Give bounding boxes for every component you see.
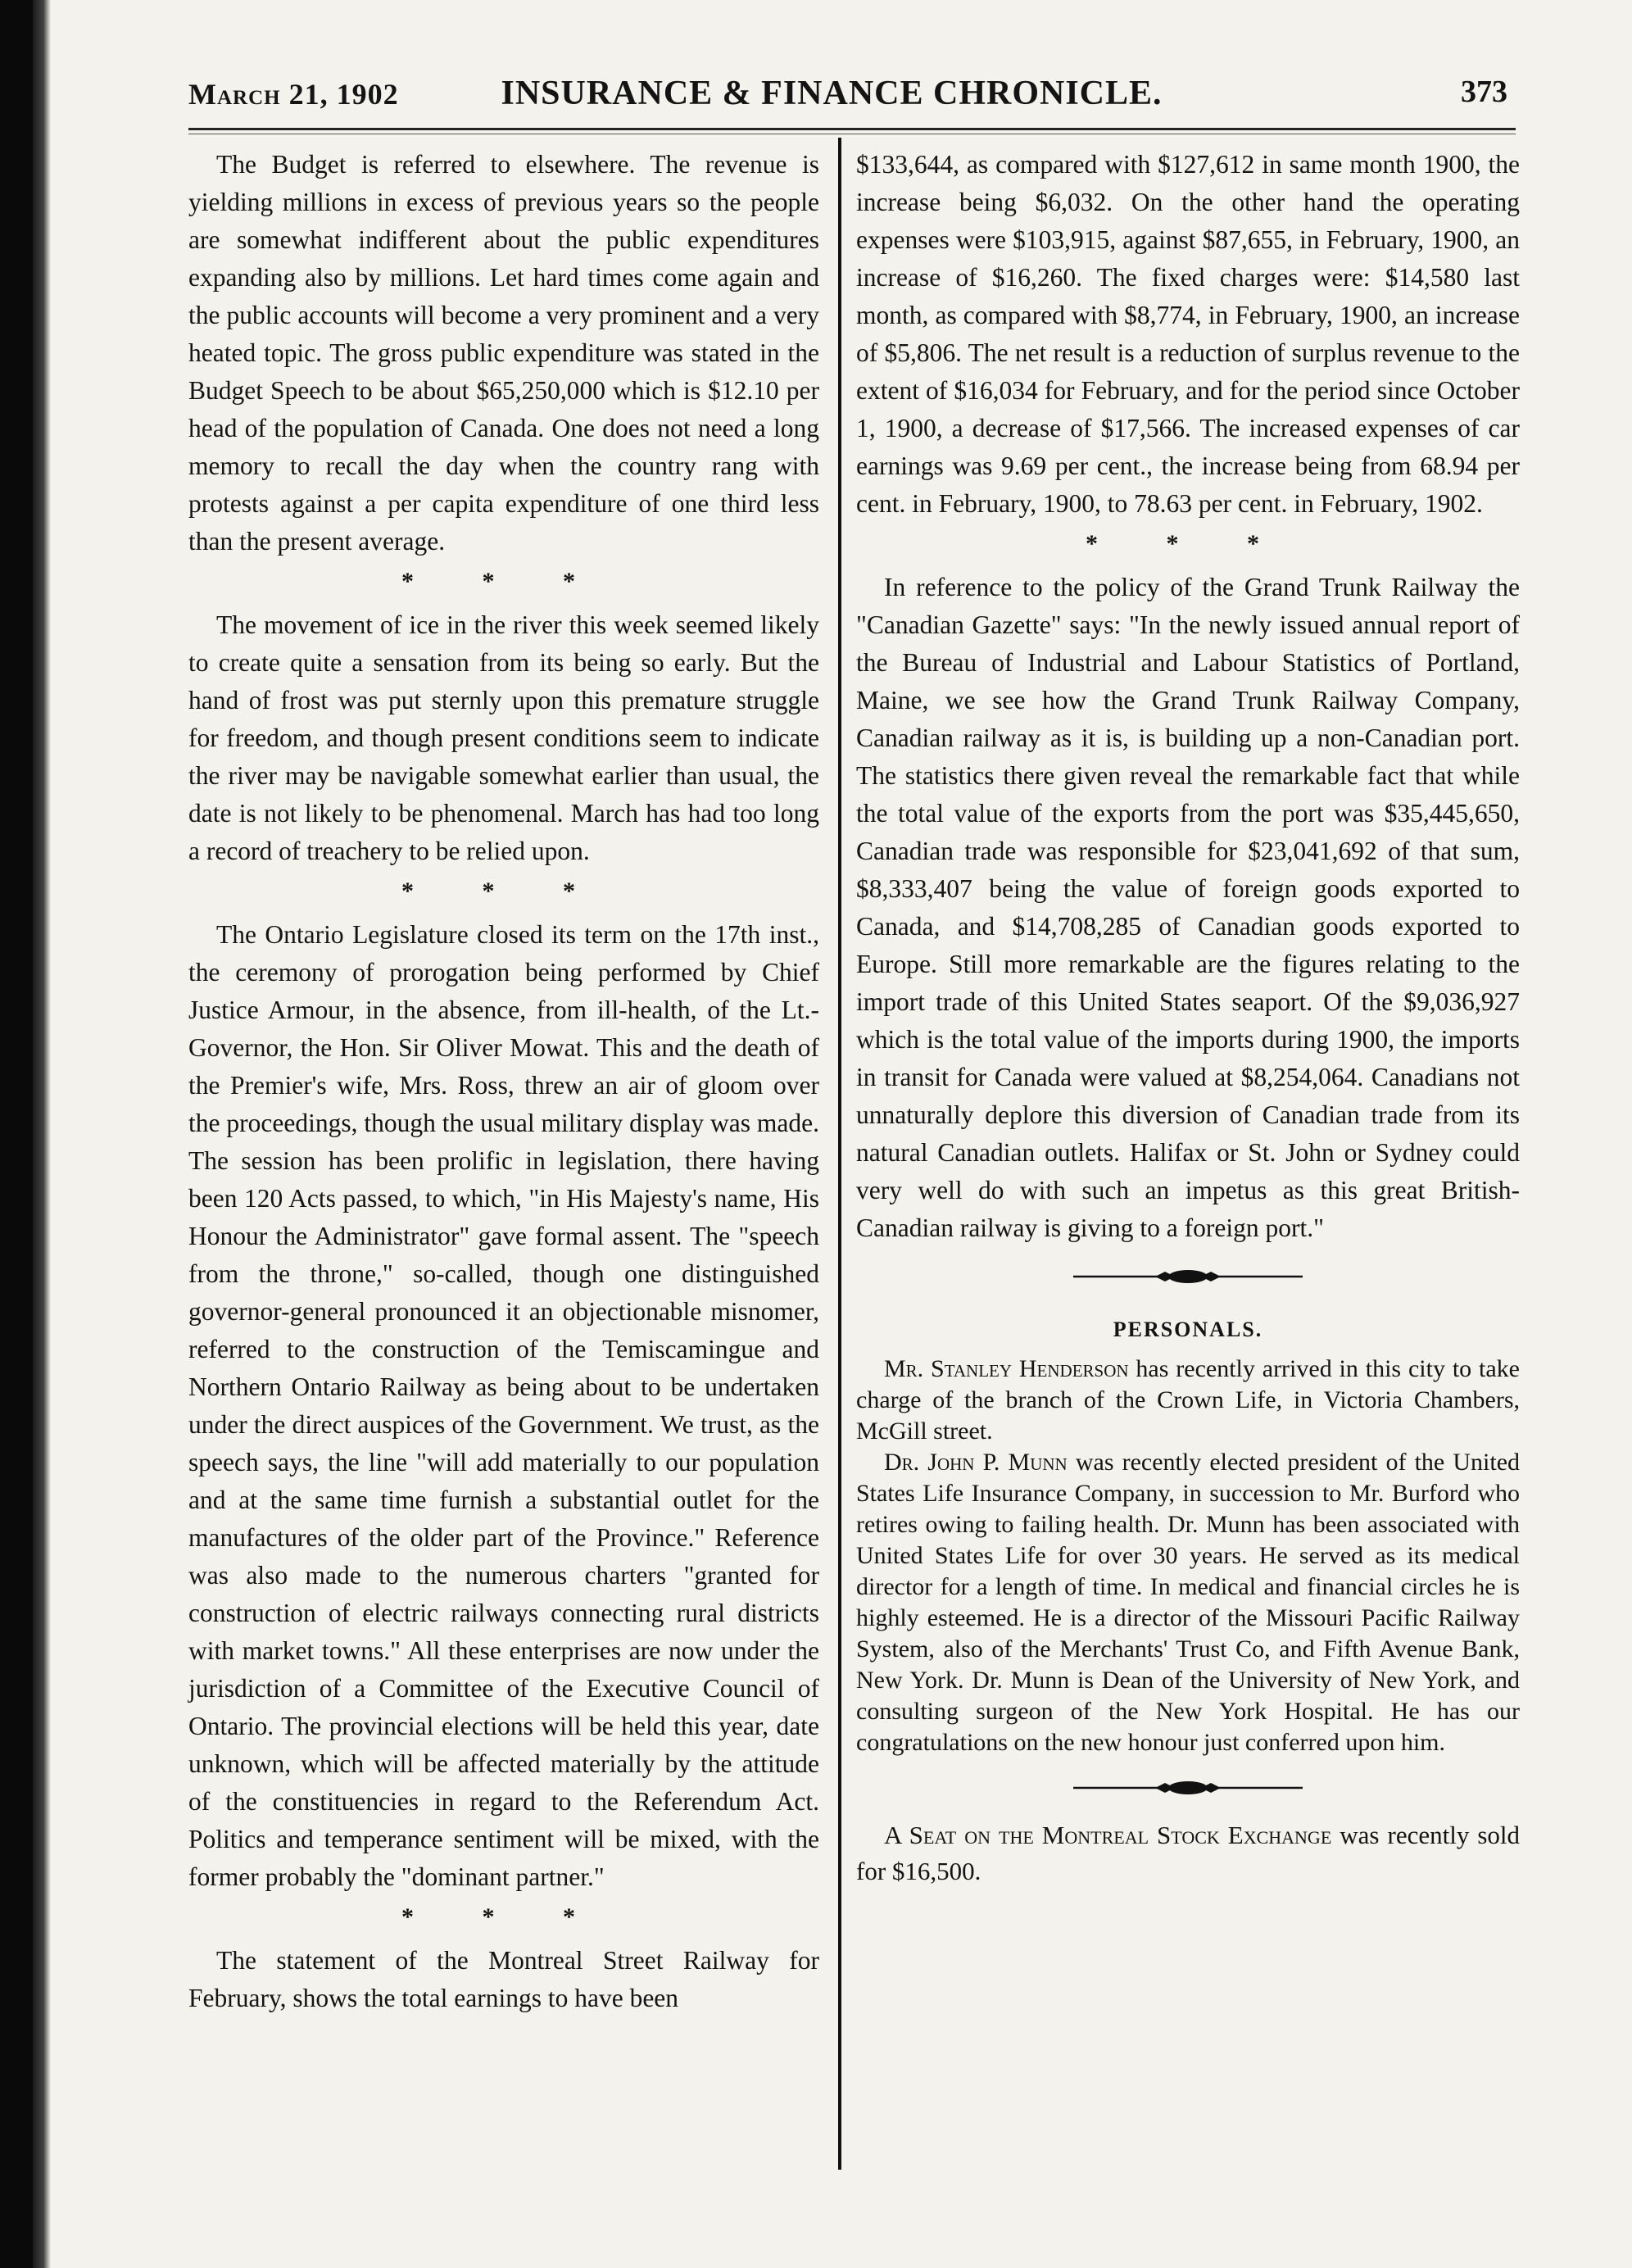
paragraph-grand-trunk: In reference to the policy of the Grand Trunk Railway the "Canadian Gazette" says: "In the newly issued annual report of the Bureau of Industrial and Labour Statistics of Portland, Maine, we see how the Grand Trunk Railway Company, Canadian railway as it is, is building up a non-Canadian port. The statistics there given reveal the remarkable fact that while the total value of the exports from the port was $35,445,650, Canadian trade was responsible for $23,041,692 of that sum, $8,333,407 being the value of foreign goods exported to Canada, and $14,708,285 of Canadian goods exported to Europe. Still more remarkable are the figures relating to the import trade of this United States seaport. Of the $9,036,927 which is the total value of the imports during 1900, the imports in transit for Canada were valued at $8,254,064. Canadians not unnaturally deplore this diversion of Canadian trade from its natural Canadian outlets. Halifax or St. John or Sydney could very well do with such an impetus as this great British-Canadian railway is giving to a foreign port." bbox=[856, 573, 1520, 1242]
stock-exchange-lead: A Seat on the Montreal Stock Exchange bbox=[884, 1821, 1332, 1849]
section-separator-stars: * * * bbox=[401, 878, 606, 905]
ornament-icon bbox=[1073, 1264, 1303, 1289]
publication-title: INSURANCE & FINANCE CHRONICLE. bbox=[501, 75, 1163, 112]
personal-text: has recently arrived in this city to take charge of the branch of the Crown Life, in Victoria Chambers, McGill street. bbox=[856, 1355, 1520, 1445]
section-separator-stars: * * * bbox=[401, 1903, 606, 1930]
page-number: 373 bbox=[1461, 75, 1507, 109]
newspaper-page bbox=[33, 0, 1632, 2268]
paragraph-street-railway: The statement of the Montreal Street Railway for February, shows the total earnings to have been bbox=[188, 1946, 819, 2012]
left-column bbox=[188, 146, 819, 2017]
paragraph-railway-figures: $133,644, as compared with $127,612 in same month 1900, the increase being $6,032. On the other hand the operating expenses were $103,915, against $87,655, in February, 1900, an increase of $16,260. The fixed charges were: $14,580 last month, as compared with $8,774, in February, 1900, an increase of $5,806. The net result is a reduction of surplus revenue to the extent of $16,034 for February, and for the period since October 1, 1900, a decrease of $17,566. The increased expenses of car earnings was 9.69 per cent., the increase being from 68.94 per cent. in February, 1900, to 78.63 per cent. in February, 1902. bbox=[856, 150, 1520, 518]
page-header bbox=[156, 69, 1507, 118]
personals-heading: PERSONALS. bbox=[1113, 1318, 1263, 1341]
ornamental-rule bbox=[856, 1250, 1520, 1303]
stock-exchange-text: was recently sold for $16,500. bbox=[856, 1821, 1521, 1885]
personal-item bbox=[856, 1447, 1520, 1758]
person-name: Mr. Stanley Henderson bbox=[884, 1355, 1129, 1382]
paragraph-budget: The Budget is referred to elsewhere. The revenue is yielding millions in excess of previous years so the people are somewhat indifferent about the public expenditures expanding also by millions. Let hard times come again and the public accounts will become a very prominent and a very heated topic. The gross public expenditure was stated in the Budget Speech to be about $65,250,000 which is $12.10 per head of the population of Canada. One does not need a long memory to recall the day when the country rang with protests against a per capita expenditure of one third less than the present average. bbox=[188, 150, 819, 556]
issue-date: March 21, 1902 bbox=[188, 78, 399, 111]
person-name: Dr. John P. Munn bbox=[884, 1449, 1068, 1476]
section-separator-stars: * * * bbox=[401, 568, 606, 595]
header-rule bbox=[188, 128, 1516, 130]
right-column bbox=[856, 146, 1520, 1889]
ornamental-rule bbox=[856, 1762, 1520, 1814]
ornament-icon bbox=[1073, 1776, 1303, 1800]
personal-item bbox=[856, 1354, 1520, 1447]
section-separator-stars: * * * bbox=[1086, 530, 1290, 557]
column-divider bbox=[838, 138, 841, 2170]
personal-text: was recently elected president of the United States Life Insurance Company, in succession to Mr. Burford who retires owing to failing health. Dr. Munn has been associated with United States Life for over 30 years. He served as its medical director for a length of time. In medical and financial circles he is highly esteemed. He is a director of the Missouri Pacific Railway System, also of the Merchants' Trust Co, and Fifth Avenue Bank, New York. Dr. Munn is Dean of the University of New York, and consulting surgeon of the New York Hospital. He has our congratulations on the new honour just conferred upon him. bbox=[856, 1449, 1521, 1756]
paragraph-ice: The movement of ice in the river this week seemed likely to create quite a sensation from its being so early. But the hand of frost was put sternly upon this premature struggle for freedom, and though present conditions seem to indicate the river may be navigable somewhat earlier than usual, the date is not likely to be phenomenal. March has had too long a record of treachery to be relied upon. bbox=[188, 610, 819, 865]
stock-exchange-item bbox=[856, 1817, 1520, 1889]
paragraph-ontario-legislature: The Ontario Legislature closed its term on the 17th inst., the ceremony of prorogation being performed by Chief Justice Armour, in the absence, from ill-health, of the Lt.-Governor, the Hon. Sir Oliver Mowat. This and the death of the Premier's wife, Mrs. Ross, threw an air of gloom over the proceedings, though the usual military display was made. The session has been prolific in legislation, there having been 120 Acts passed, to which, "in His Majesty's name, His Honour the Administrator" gave formal assent. The "speech from the throne," so-called, though one distinguished governor-general pronounced it an objectionable misnomer, referred to the construction of the Temiscamingue and Northern Ontario Railway as being about to be undertaken under the direct auspices of the Government. We trust, as the speech says, the line "will add materially to our population and at the same time furnish a substantial outlet for the manufactures of the older part of the Province." Reference was also made to the numerous charters "granted for construction of electric railways connecting rural districts with market towns." All these enterprises are now under the jurisdiction of a Committee of the Executive Council of Ontario. The provincial elections will be held this year, date unknown, which will be affected materially by the attitude of the constituencies in regard to the Referendum Act. Politics and temperance sentiment will be mixed, with the former probably the "dominant partner." bbox=[188, 920, 819, 1891]
